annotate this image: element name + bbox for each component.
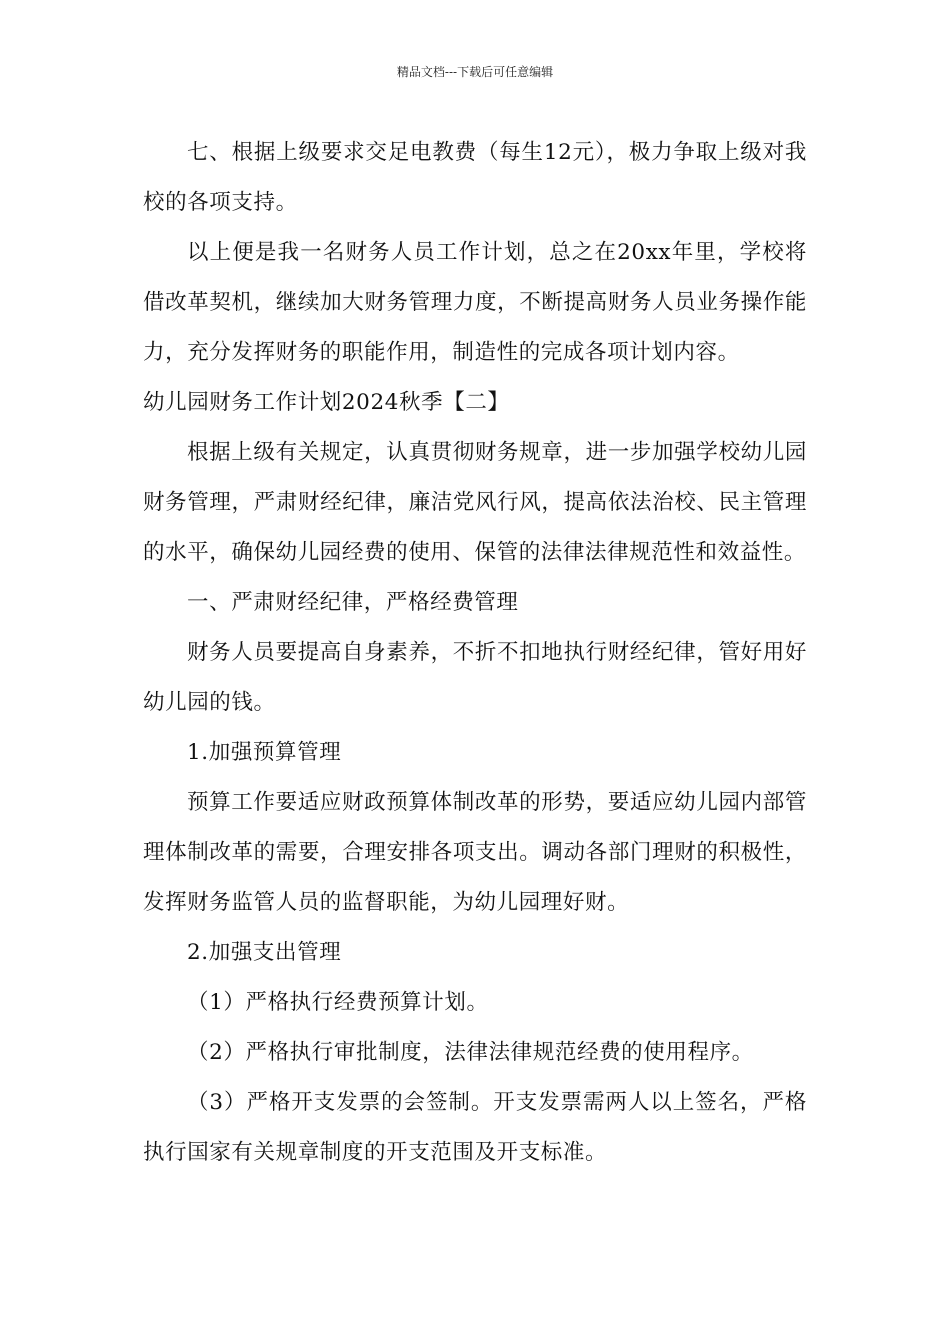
list-item-2: （2）严格执行审批制度，法律法律规范经费的使用程序。 <box>187 1040 754 1065</box>
subheading-budget: 1.加强预算管理 <box>187 740 342 765</box>
paragraph-summary: 以上便是我一名财务人员工作计划，总之在20xx年里，学校将借改革契机，继续加大财务管理力度，不断提高财务人员业务操作能力，充分发挥财务的职能作用，制造性的完成各项计划内容。 <box>143 240 807 365</box>
subheading-expenditure: 2.加强支出管理 <box>187 940 342 965</box>
page-header-watermark: 精品文档---下载后可任意编辑 <box>396 65 554 79</box>
heading-discipline: 一、严肃财经纪律，严格经费管理 <box>187 590 519 615</box>
section-title-plan-2: 幼儿园财务工作计划2024秋季【二】 <box>143 390 510 415</box>
paragraph-intro: 根据上级有关规定，认真贯彻财务规章，进一步加强学校幼儿园财务管理，严肃财经纪律，廉洁党风行风，提高依法治校、民主管理的水平，确保幼儿园经费的使用、保管的法律法律规范性和效益性。 <box>143 440 807 565</box>
document-body <box>143 128 807 1178</box>
paragraph-budget: 预算工作要适应财政预算体制改革的形势，要适应幼儿园内部管理体制改革的需要，合理安排各项支出。调动各部门理财的积极性，发挥财务监管人员的监督职能，为幼儿园理好财。 <box>143 790 807 915</box>
list-item-1: （1）严格执行经费预算计划。 <box>187 990 489 1015</box>
paragraph-item-7-edu-fee: 七、根据上级要求交足电教费（每生12元），极力争取上级对我校的各项支持。 <box>143 140 807 215</box>
paragraph-staff-quality: 财务人员要提高自身素养，不折不扣地执行财经纪律，管好用好幼儿园的钱。 <box>143 640 807 715</box>
list-item-3: （3）严格开支发票的会签制。开支发票需两人以上签名，严格执行国家有关规章制度的开支范围及开支标准。 <box>143 1090 807 1165</box>
